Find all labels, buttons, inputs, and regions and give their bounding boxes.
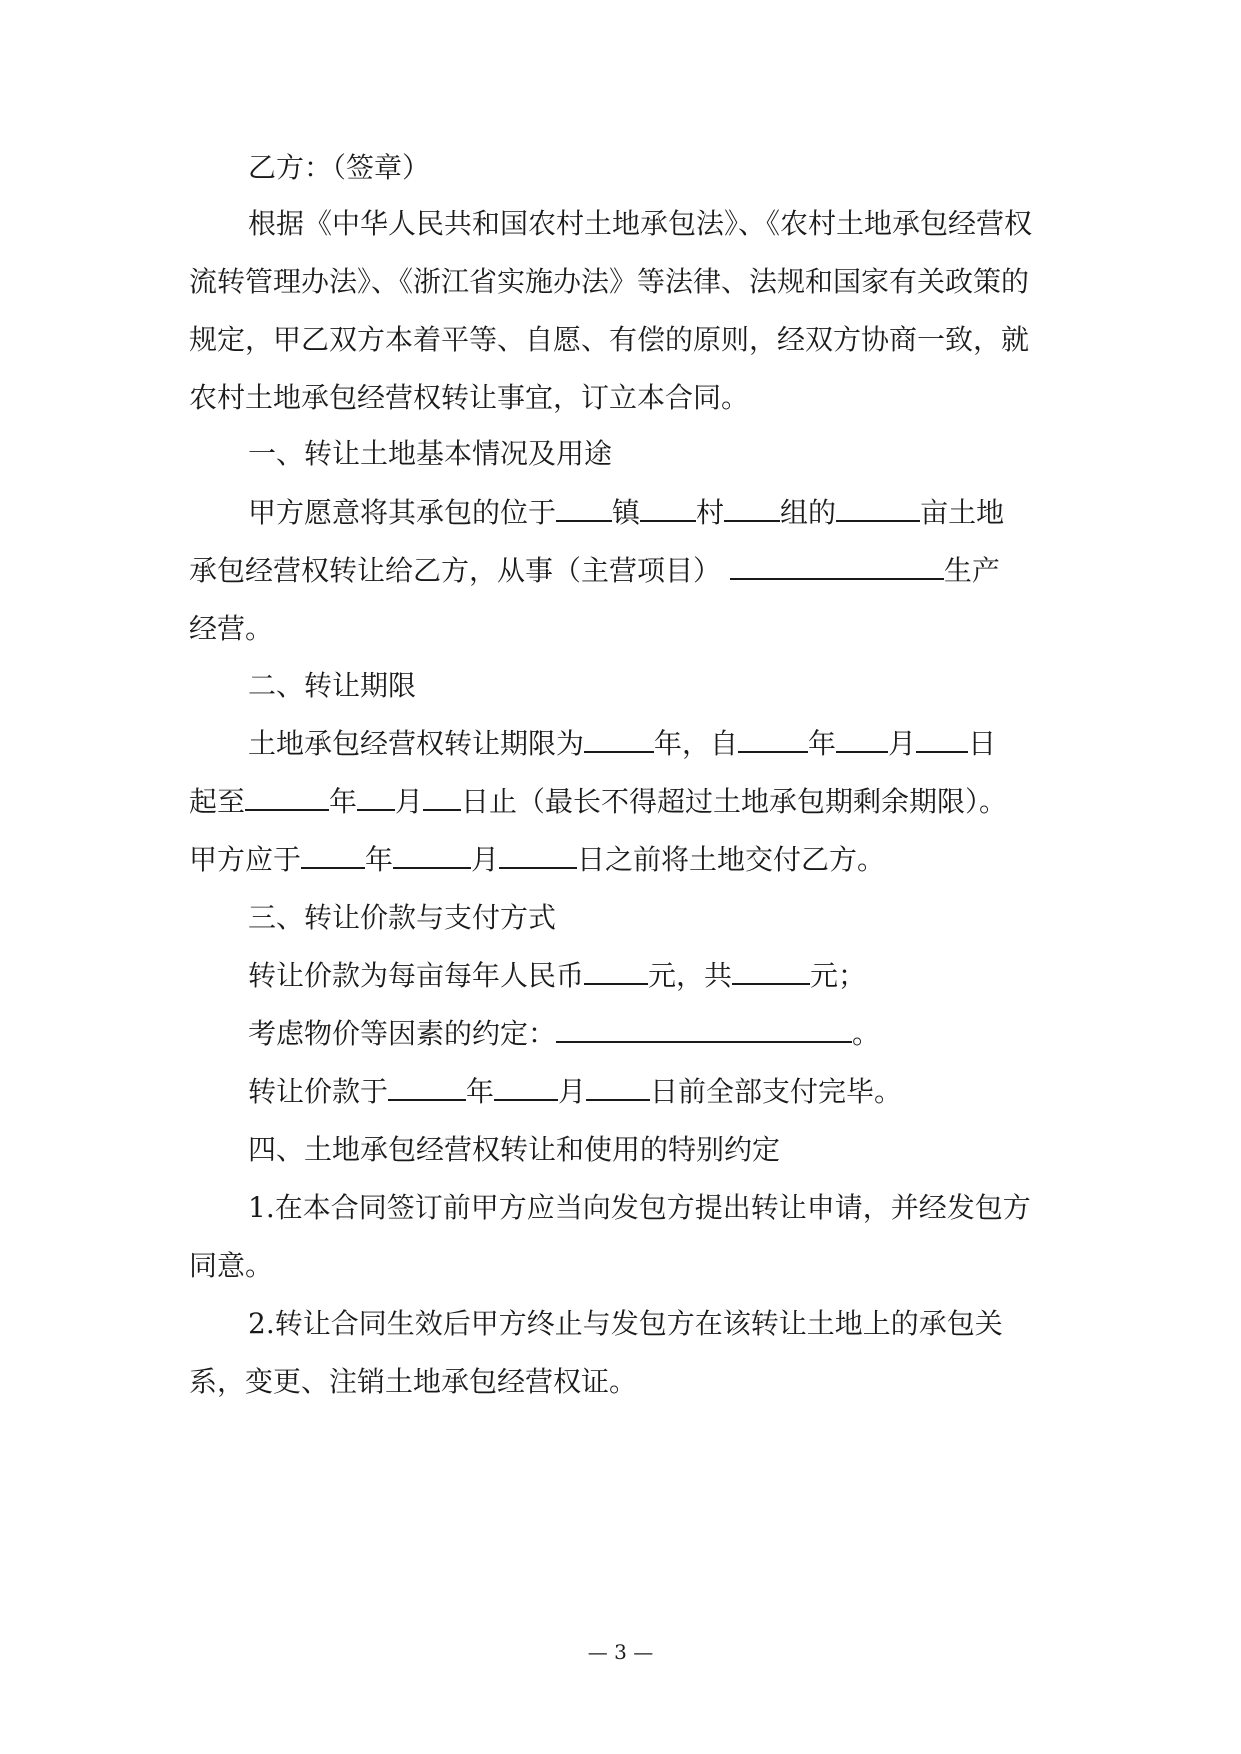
text: 日止（最长不得超过土地承包期剩余期限）。: [461, 785, 1008, 818]
text: 考虑物价等因素的约定：: [248, 1017, 557, 1050]
start-year-blank[interactable]: [738, 725, 808, 753]
section-2-heading: [248, 666, 1070, 706]
section-4-item-2-line-2: [189, 1362, 1069, 1402]
payment-month-blank[interactable]: [494, 1073, 558, 1101]
price-factor-blank[interactable]: [556, 1015, 852, 1043]
section-heading: 三、转让价款与支付方式: [248, 901, 557, 934]
text: 甲方愿意将其承包的位于: [248, 496, 557, 529]
party-b-label: 乙方：（签章）: [248, 151, 431, 184]
text: 。: [852, 1017, 881, 1050]
section-1-line-3: [189, 609, 1069, 649]
section-3-heading: [248, 898, 1070, 938]
section-4-heading: [248, 1130, 1070, 1170]
section-4-item-2-line-1: [248, 1304, 1070, 1344]
section-1-line-1: [248, 493, 1070, 533]
text: 镇: [612, 496, 641, 529]
section-heading: 二、转让期限: [248, 669, 417, 702]
end-day-blank[interactable]: [423, 783, 461, 811]
price-per-mu-blank[interactable]: [584, 957, 648, 985]
text: 同意。: [189, 1249, 274, 1282]
section-1-heading: [248, 434, 1070, 474]
intro-line-2: [189, 262, 1069, 302]
text: 承包经营权转让给乙方，从事（主营项目）: [189, 554, 722, 587]
payment-day-blank[interactable]: [586, 1073, 650, 1101]
section-4-item-1-line-1: [248, 1188, 1070, 1228]
intro-text: 流转管理办法》、《浙江省实施办法》等法律、法规和国家有关政策的: [189, 265, 1030, 298]
text: 村: [696, 496, 725, 529]
text: 日: [968, 727, 997, 760]
text: 甲方应于: [189, 843, 302, 876]
text: 1.在本合同签订前甲方应当向发包方提出转让申请，并经发包方: [248, 1191, 1031, 1224]
intro-line-1: [248, 204, 1070, 244]
text: 经营。: [189, 612, 274, 645]
text: 日之前将土地交付乙方。: [577, 843, 886, 876]
section-4-item-1-line-2: [189, 1246, 1069, 1286]
section-2-line-1: [248, 724, 1070, 764]
text: 月: [888, 727, 917, 760]
section-2-line-2: [189, 782, 1069, 822]
start-day-blank[interactable]: [916, 725, 968, 753]
town-blank[interactable]: [556, 494, 612, 522]
text: 起至: [189, 785, 246, 818]
section-3-line-1: [248, 956, 1070, 996]
section-1-line-2: [189, 551, 1069, 591]
intro-text: 规定，甲乙双方本着平等、自愿、有偿的原则，经双方协商一致，就: [189, 323, 1030, 356]
text: 系，变更、注销土地承包经营权证。: [189, 1365, 638, 1398]
section-2-line-3: [189, 840, 1069, 880]
text: 日前全部支付完毕。: [650, 1075, 903, 1108]
party-b-signature-line: [248, 148, 1070, 188]
start-month-blank[interactable]: [836, 725, 888, 753]
page-number: — 3 —: [587, 1640, 654, 1664]
text: 转让价款为每亩每年人民币: [248, 959, 585, 992]
acreage-blank[interactable]: [836, 494, 920, 522]
text: 月: [558, 1075, 587, 1108]
term-years-blank[interactable]: [584, 725, 654, 753]
payment-year-blank[interactable]: [388, 1073, 466, 1101]
delivery-day-blank[interactable]: [499, 841, 577, 869]
text: 月: [395, 785, 424, 818]
text: 元，共: [648, 959, 733, 992]
group-blank[interactable]: [724, 494, 780, 522]
text: 土地承包经营权转让期限为: [248, 727, 585, 760]
end-year-blank[interactable]: [245, 783, 329, 811]
delivery-year-blank[interactable]: [301, 841, 365, 869]
village-blank[interactable]: [640, 494, 696, 522]
intro-line-4: [189, 378, 1069, 418]
text: 年: [365, 843, 394, 876]
text: 年，自: [654, 727, 739, 760]
text: 月: [471, 843, 500, 876]
text: 元；: [810, 959, 867, 992]
text: 年: [808, 727, 837, 760]
text: 年: [466, 1075, 495, 1108]
text: 2.转让合同生效后甲方终止与发包方在该转让土地上的承包关: [248, 1307, 1003, 1340]
section-3-line-3: [248, 1072, 1070, 1112]
text: 亩土地: [920, 496, 1005, 529]
text: 转让价款于: [248, 1075, 389, 1108]
text: 组的: [780, 496, 837, 529]
intro-text: 根据《中华人民共和国农村土地承包法》、《农村土地承包经营权: [248, 207, 1033, 240]
section-heading: 四、土地承包经营权转让和使用的特别约定: [248, 1133, 781, 1166]
text: 年: [329, 785, 358, 818]
end-month-blank[interactable]: [357, 783, 395, 811]
delivery-month-blank[interactable]: [393, 841, 471, 869]
main-project-blank[interactable]: [730, 552, 944, 580]
text: 生产: [943, 554, 1000, 587]
section-3-line-2: [248, 1014, 1070, 1054]
intro-line-3: [189, 320, 1069, 360]
total-price-blank[interactable]: [732, 957, 810, 985]
section-heading: 一、转让土地基本情况及用途: [248, 437, 613, 470]
intro-text: 农村土地承包经营权转让事宜，订立本合同。: [189, 381, 750, 414]
